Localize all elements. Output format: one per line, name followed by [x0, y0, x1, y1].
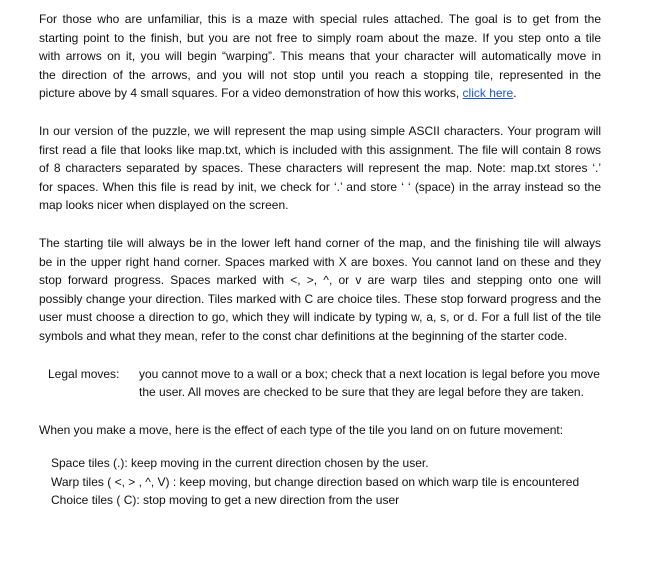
- text-line: of 8 characters separated by spaces. These characters will represent the map. Note: map.txt stores ‘.’: [39, 161, 601, 176]
- text-line: starting point to the finish, but you are not free to simply roam about the maze. If you step onto a tile: [39, 30, 601, 45]
- tile-effects-list: [39, 454, 601, 510]
- text-line: symbols and what they mean, refer to the const char definitions at the beginning of the starter code.: [39, 328, 568, 343]
- movement-intro: [39, 421, 601, 440]
- text-line: the direction of the arrows, and you will not stop until you reach a stopping tile, represented in the: [39, 67, 601, 82]
- text-line: user must choose a direction to go, which they will indicate by typing w, a, s, or d. For a full list of the tile: [39, 310, 601, 325]
- document-body: [39, 10, 601, 510]
- legal-moves-block: [39, 365, 601, 402]
- text-fragment: picture above by 4 small squares. For a video demonstration of how this works,: [39, 86, 463, 101]
- text-line: The starting tile will always be in the lower left hand corner of the map, and the finishing tile will always: [39, 235, 601, 250]
- list-item: Choice tiles ( C): stop moving to get a new direction from the user: [51, 493, 400, 508]
- text-line: first read a file that looks like map.txt, which is included with this assignment. The file will contain 8 rows: [39, 142, 601, 157]
- text-line: with arrows on it, you will begin “warping”. This means that your character will automatically move in: [39, 49, 601, 64]
- text-line: In our version of the puzzle, we will represent the map using simple ASCII characters. Your program will: [39, 123, 601, 138]
- text-line: for spaces. When this file is read by init, we check for ‘.’ and store ‘ ‘ (space) in the array instead so the: [39, 179, 601, 194]
- ascii-map-paragraph: [39, 122, 601, 215]
- text-line: For those who are unfamiliar, this is a maze with special rules attached. The goal is to get from the: [39, 12, 601, 26]
- legal-moves-label: Legal moves:: [48, 366, 120, 381]
- legal-moves-text: you cannot move to a wall or a box; check that a next location is legal before you move: [139, 366, 600, 381]
- list-item: Warp tiles ( <, > , ^, V) : keep moving, but change direction based on which warp tile is encountered: [51, 474, 580, 489]
- text-line: map looks nicer when displayed on the screen.: [39, 198, 289, 213]
- text-line: [39, 84, 601, 103]
- video-demo-link[interactable]: click here: [462, 86, 514, 101]
- text-line: be in the upper right hand corner. Spaces marked with X are boxes. You cannot land on these and they: [39, 254, 601, 269]
- legal-moves-text: the user. All moves are checked to be sure that they are legal before they are taken.: [139, 385, 584, 400]
- text-line: stop forward progress. Spaces marked with <, >, ^, or v are warp tiles and stepping onto one will: [39, 273, 601, 288]
- text-line: When you make a move, here is the effect of each type of the tile you land on on future movement:: [39, 422, 564, 437]
- tile-rules-paragraph: [39, 234, 601, 346]
- text-fragment: .: [513, 86, 517, 101]
- text-line: possibly change your direction. Tiles marked with C are choice tiles. These stop forward progress and the: [39, 291, 601, 306]
- intro-paragraph: [39, 10, 601, 103]
- list-item: Space tiles (.): keep moving in the current direction chosen by the user.: [51, 456, 429, 471]
